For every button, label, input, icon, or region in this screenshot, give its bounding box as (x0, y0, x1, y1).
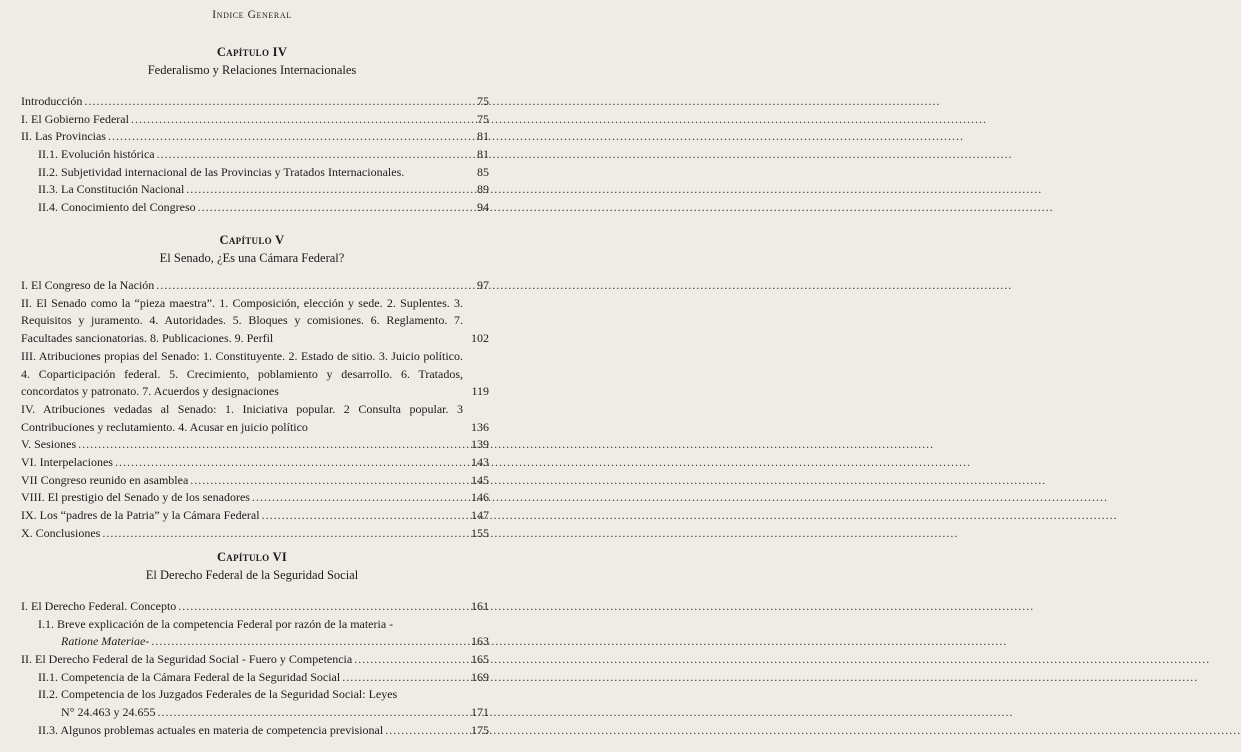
page-number: 85 (477, 164, 489, 179)
toc-entry-continued[interactable]: N° 24.463 y 24.655 ..... 171 (21, 704, 489, 722)
page-number: 145 (471, 472, 489, 487)
toc-entry[interactable]: I. El Gobierno Federal ..... 75 (21, 111, 489, 129)
toc-entry[interactable]: II.2. Competencia de los Juzgados Federales de la Seguridad Social: Leyes (38, 687, 398, 702)
page-number: 119 (471, 384, 489, 399)
toc-entry[interactable]: II.3. La Constitución Nacional ..... 89 (21, 181, 489, 199)
chapter-vi-entries (21, 598, 489, 740)
page-number: 94 (477, 200, 489, 215)
page-number: 75 (477, 94, 489, 108)
page-number: 139 (471, 437, 489, 452)
page-number: 146 (471, 490, 489, 505)
toc-entry[interactable]: I.1. Breve explicación de la competencia Federal por razón de la materia - (38, 616, 394, 631)
toc-entry[interactable]: I. El Congreso de la Nación ..... 97 (21, 277, 489, 295)
toc-entry[interactable]: VI. Interpelaciones ..... 143 (21, 454, 489, 472)
page-number: 89 (477, 182, 489, 197)
page-number: 175 (471, 722, 489, 737)
page-number: 171 (471, 705, 489, 720)
chapter-vi-heading (0, 550, 504, 583)
toc-page (0, 0, 504, 752)
toc-entry-continued[interactable]: Ratione Materiae- ..... 163 (21, 633, 489, 651)
page-number: 97 (477, 278, 489, 292)
toc-entry[interactable]: IX. Los “padres de la Patria” y la Cámara Federal ..... 147 (21, 507, 489, 525)
chapter-title: El Senado, ¿Es una Cámara Federal? (159, 251, 345, 265)
toc-entry[interactable]: X. Conclusiones ..... 155 (21, 525, 489, 543)
running-head: Indice General (212, 9, 292, 21)
page-number: 75 (477, 111, 489, 126)
page-number: 136 (471, 419, 489, 434)
toc-entry[interactable]: II.4. Conocimiento del Congreso ..... 94 (21, 199, 489, 217)
chapter-label: Capítulo IV (216, 45, 288, 59)
toc-entry[interactable]: VII Congreso reunido en asamblea ..... 145 (21, 472, 489, 490)
toc-entry[interactable]: II.3. Algunos problemas actuales en materia de competencia previsional ..... 175 (21, 722, 489, 740)
page-number: 81 (477, 147, 489, 162)
page-number: 81 (477, 129, 489, 144)
page-number: 143 (471, 455, 489, 469)
toc-entry[interactable]: III. Atribuciones propias del Senado: 1. Constituyente. 2. Estado de sitio. 3. Juicio político. 4. Coparticipación federal. 5. Crecimiento, poblamiento y desarrollo. 6. Tratados, concordatos y patronato. 7. Acuerdos y designaciones 119 (21, 348, 489, 401)
page-number: 161 (471, 599, 489, 613)
page-number: 155 (471, 525, 489, 540)
chapter-title: El Derecho Federal de la Seguridad Social (145, 568, 359, 582)
chapter-label: Capítulo VI (216, 550, 288, 564)
page-number: 169 (471, 669, 489, 684)
toc-entry[interactable]: II. El Derecho Federal de la Seguridad Social - Fuero y Competencia ..... 165 (21, 651, 489, 669)
toc-entry[interactable]: V. Sesiones ..... 139 (21, 436, 489, 454)
page-number: 147 (471, 508, 489, 523)
page-number: 163 (471, 634, 489, 649)
chapter-iv-entries (21, 93, 489, 217)
chapter-v-entries (21, 277, 489, 542)
toc-entry[interactable]: II.1. Competencia de la Cámara Federal de la Seguridad Social ..... 169 (21, 669, 489, 687)
toc-entry[interactable]: Introducción ..... 75 (21, 93, 489, 111)
chapter-v-heading (0, 233, 504, 266)
chapter-label: Capítulo V (219, 233, 285, 247)
chapter-iv-heading (0, 45, 504, 78)
toc-entry[interactable]: II. El Senado como la “pieza maestra”. 1. Composición, elección y sede. 2. Suplentes. 3. Requisitos y juramento. 4. Autoridades. 5. Bloques y comisiones. 6. Reglamento. 7. Facultades sancionatorias. 8. Publicaciones. 9. Perfil 102 (21, 295, 489, 348)
chapter-title: Federalismo y Relaciones Internacionales (147, 63, 357, 77)
toc-entry[interactable]: VIII. El prestigio del Senado y de los senadores ..... 146 (21, 489, 489, 507)
toc-entry[interactable]: IV. Atribuciones vedadas al Senado: 1. Iniciativa popular. 2 Consulta popular. 3 Contribuciones y reclutamiento. 4. Acusar en juicio político 136 (21, 401, 489, 436)
toc-entry[interactable]: II.2. Subjetividad internacional de las Provincias y Tratados Internacionales. 85 (21, 164, 489, 182)
toc-entry[interactable]: II. Las Provincias ..... 81 (21, 128, 489, 146)
toc-entry[interactable]: I. El Derecho Federal. Concepto ..... 161 (21, 598, 489, 616)
page-number: 165 (471, 652, 489, 667)
toc-entry[interactable]: II.1. Evolución histórica ..... 81 (21, 146, 489, 164)
page-number: 102 (471, 331, 489, 346)
